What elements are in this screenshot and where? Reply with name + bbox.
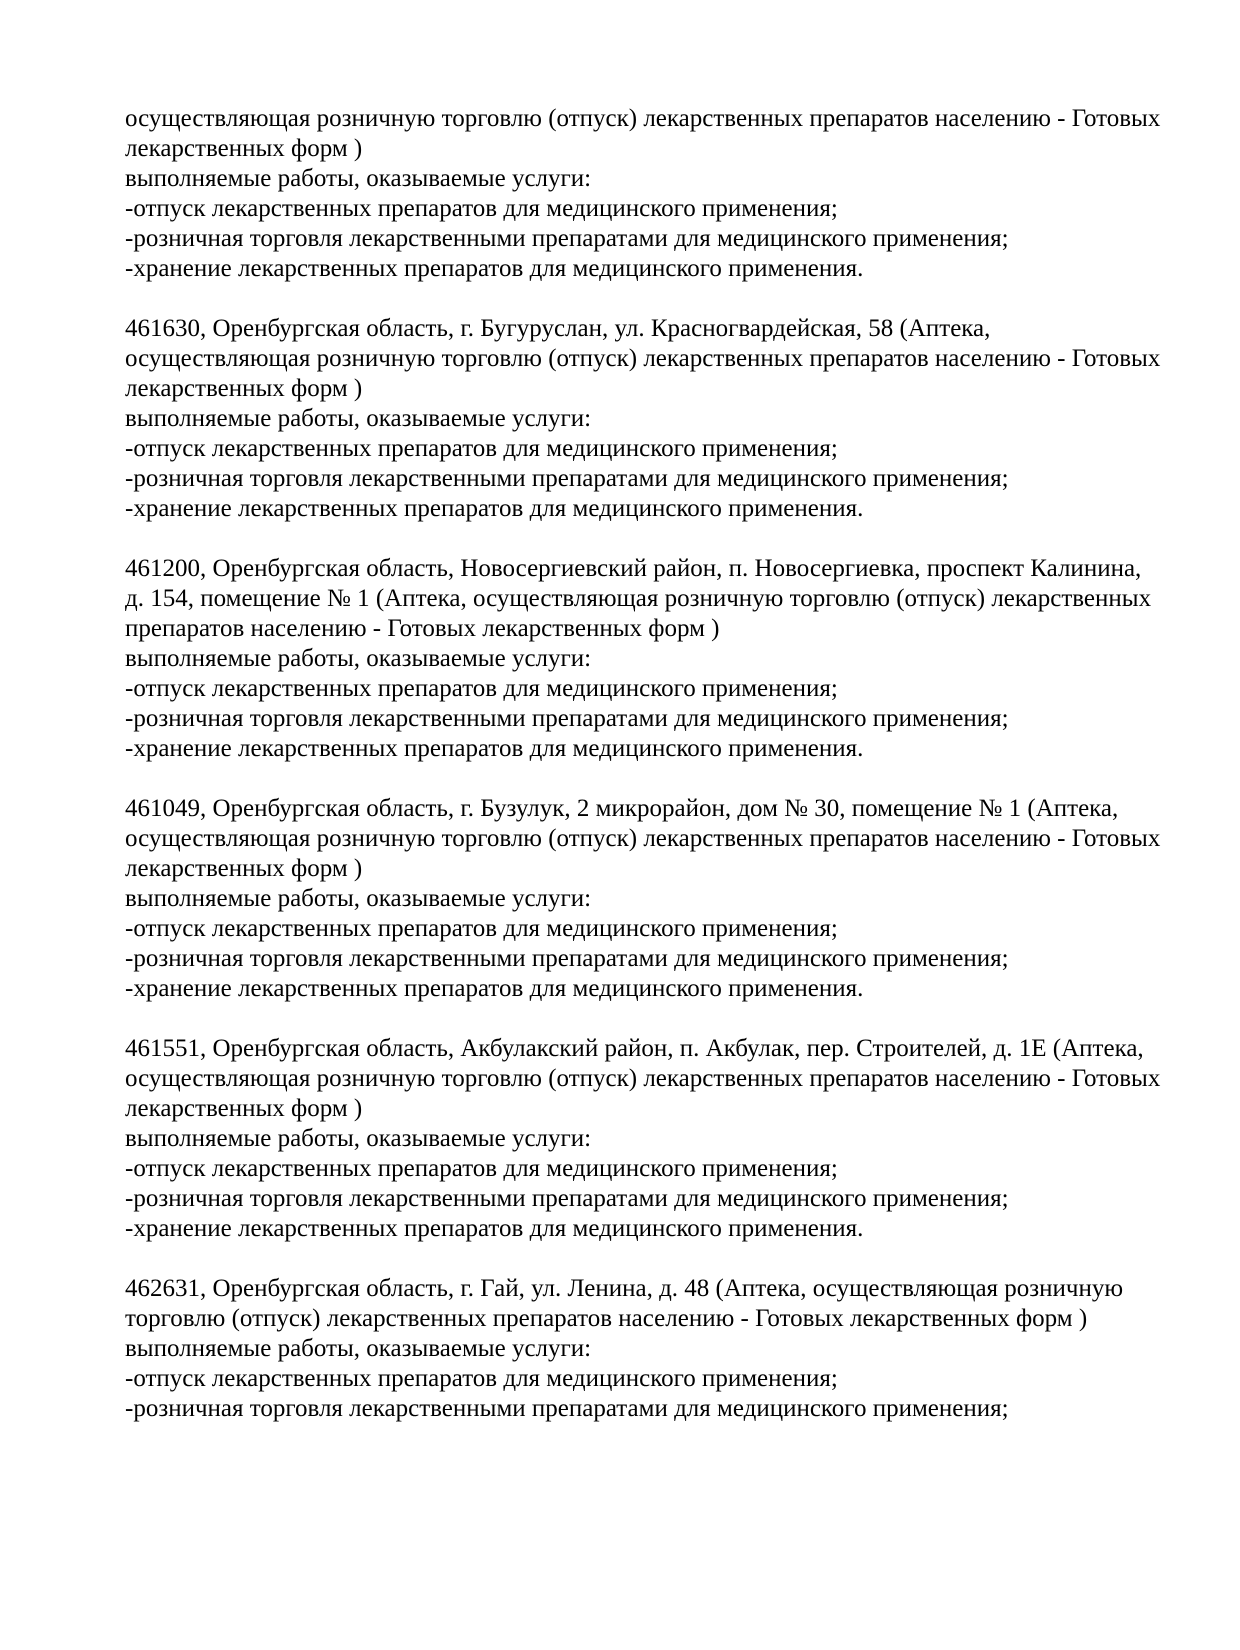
license-entry-462631 [125, 1274, 1185, 1424]
text-line: -отпуск лекарственных препаратов для медицинского применения; [125, 435, 838, 462]
license-entry-461049 [125, 794, 1185, 1004]
text-line: -розничная торговля лекарственными препаратами для медицинского применения; [125, 1395, 1009, 1422]
text-line: -хранение лекарственных препаратов для медицинского применения. [125, 1215, 864, 1242]
text-line: препаратов населению - Готовых лекарственных форм ) [125, 615, 720, 642]
text-line: выполняемые работы, оказываемые услуги: [125, 885, 592, 912]
text-line: -хранение лекарственных препаратов для медицинского применения. [125, 495, 864, 522]
text-line: лекарственных форм ) [125, 855, 363, 882]
text-line: -розничная торговля лекарственными препаратами для медицинского применения; [125, 945, 1009, 972]
text-line: -отпуск лекарственных препаратов для медицинского применения; [125, 1155, 838, 1182]
text-line: лекарственных форм ) [125, 375, 363, 402]
text-line: 461200, Оренбургская область, Новосергиевский район, п. Новосергиевка, проспект Калинина, [125, 555, 1142, 582]
text-line: -хранение лекарственных препаратов для медицинского применения. [125, 975, 864, 1002]
text-line: выполняемые работы, оказываемые услуги: [125, 405, 592, 432]
license-entry-461200 [125, 554, 1185, 764]
license-entry-461551 [125, 1034, 1185, 1244]
license-entry-continuation [125, 104, 1185, 284]
text-line: -отпуск лекарственных препаратов для медицинского применения; [125, 915, 838, 942]
text-line: -розничная торговля лекарственными препаратами для медицинского применения; [125, 465, 1009, 492]
text-line: выполняемые работы, оказываемые услуги: [125, 1125, 592, 1152]
document-text-content [125, 104, 1185, 1424]
text-line: 461551, Оренбургская область, Акбулакский район, п. Акбулак, пер. Строителей, д. 1Е (Аптека, [125, 1035, 1144, 1062]
text-line: 461049, Оренбургская область, г. Бузулук, 2 микрорайон, дом № 30, помещение № 1 (Аптека, [125, 795, 1119, 822]
text-line: -розничная торговля лекарственными препаратами для медицинского применения; [125, 225, 1009, 252]
text-line: торговлю (отпуск) лекарственных препаратов населению - Готовых лекарственных форм ) [125, 1305, 1088, 1332]
text-line: -хранение лекарственных препаратов для медицинского применения. [125, 255, 864, 282]
text-line: -отпуск лекарственных препаратов для медицинского применения; [125, 195, 838, 222]
text-line: -отпуск лекарственных препаратов для медицинского применения; [125, 1365, 838, 1392]
text-line: 462631, Оренбургская область, г. Гай, ул. Ленина, д. 48 (Аптека, осуществляющая розничную [125, 1275, 1124, 1302]
text-line: -розничная торговля лекарственными препаратами для медицинского применения; [125, 1185, 1009, 1212]
text-line: -розничная торговля лекарственными препаратами для медицинского применения; [125, 705, 1009, 732]
text-line: 461630, Оренбургская область, г. Бугуруслан, ул. Красногвардейская, 58 (Аптека, [125, 315, 991, 342]
text-line: лекарственных форм ) [125, 135, 363, 162]
text-line: лекарственных форм ) [125, 1095, 363, 1122]
text-line: -отпуск лекарственных препаратов для медицинского применения; [125, 675, 838, 702]
text-line: выполняемые работы, оказываемые услуги: [125, 165, 592, 192]
text-line: д. 154, помещение № 1 (Аптека, осуществляющая розничную торговлю (отпуск) лекарственных [125, 585, 1152, 612]
text-line: -хранение лекарственных препаратов для медицинского применения. [125, 735, 864, 762]
text-line: осуществляющая розничную торговлю (отпуск) лекарственных препаратов населению - Готовых [125, 105, 1161, 132]
license-entry-461630 [125, 314, 1185, 524]
text-line: выполняемые работы, оказываемые услуги: [125, 645, 592, 672]
text-line: выполняемые работы, оказываемые услуги: [125, 1335, 592, 1362]
text-line: осуществляющая розничную торговлю (отпуск) лекарственных препаратов населению - Готовых [125, 345, 1161, 372]
text-line: осуществляющая розничную торговлю (отпуск) лекарственных препаратов населению - Готовых [125, 825, 1161, 852]
text-line: осуществляющая розничную торговлю (отпуск) лекарственных препаратов населению - Готовых [125, 1065, 1161, 1092]
